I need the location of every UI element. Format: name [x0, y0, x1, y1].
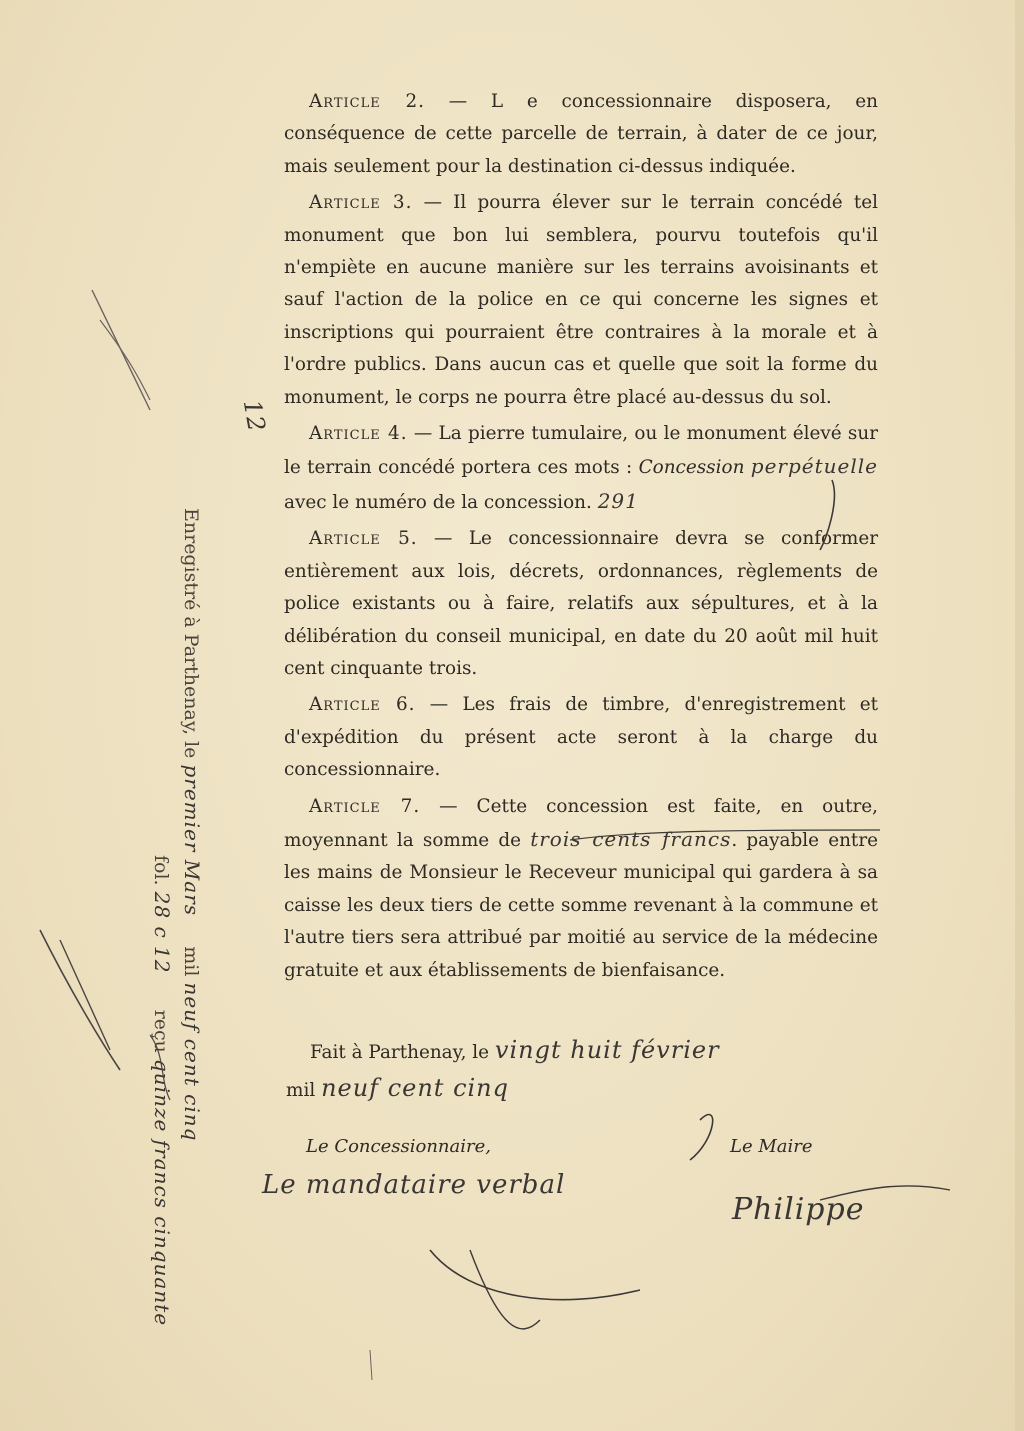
signoff-mil: mil [286, 1080, 316, 1101]
article-4 [284, 418, 878, 519]
registration-hand-recu: quinze francs cinquante [150, 1058, 174, 1327]
article-5-text: — Le concessionnaire devra se conformer entièrement aux lois, décrets, ordonnances, règlements de police existants ou à faire, relatifs aux sépultures, et à la délibération du conseil municipal, en date du 20 août mil huit cent cinquante trois. [284, 528, 879, 679]
signoff-date-line [310, 1036, 720, 1064]
page-edge-shadow [1015, 0, 1024, 1431]
signoff-prefix: Fait à Parthenay, le [310, 1042, 490, 1063]
signature-flourish-2 [470, 1250, 540, 1329]
article-7 [284, 791, 878, 987]
article-4-text-post: avec le numéro de la concession. [284, 491, 592, 513]
registration-stamp [150, 480, 220, 1380]
article-4-concession-word: Concession [638, 457, 745, 479]
signoff-date-hand: vingt huit février [494, 1036, 720, 1064]
margin-stroke-1 [92, 290, 150, 410]
margin-stroke-2 [100, 320, 150, 400]
registration-printed-recu: reçu [150, 1009, 172, 1053]
signature-flourish-3 [690, 1115, 713, 1160]
article-body [284, 86, 878, 991]
margin-note: 12 [237, 397, 271, 435]
signature-flourish-1 [430, 1250, 640, 1300]
signoff-year-line [286, 1074, 509, 1102]
article-2 [284, 86, 878, 183]
article-5 [284, 523, 878, 685]
article-6 [284, 689, 878, 786]
article-2-text: — L e concessionnaire disposera, en conséquence de cette parcelle de terrain, à dater de ce jour, mais seulement pour la destination ci-dessus indiquée. [284, 91, 878, 177]
article-4-handwritten-word: perpétuelle [750, 454, 878, 479]
registration-line-2 [150, 855, 174, 1326]
article-3-label: Article 3. [309, 192, 413, 214]
registration-printed-fol: fol. [150, 855, 172, 886]
small-tick [370, 1350, 372, 1380]
article-7-handwritten-sum: trois cents francs [530, 826, 732, 851]
article-4-handwritten-number: 291 [597, 488, 639, 513]
article-2-label: Article 2. [309, 91, 426, 112]
article-4-text-pre: — La pierre tumulaire, ou le monument élevé sur le terrain concédé portera ces mots : [284, 423, 878, 479]
article-6-label: Article 6. [309, 694, 416, 716]
article-6-text: — Les frais de timbre, d'enregistrement et d'expédition du présent acte seront à la charge du concessionnaire. [284, 694, 879, 781]
registration-printed-enregistre: Enregistré à Parthenay, le [180, 508, 202, 759]
registration-line-1 [180, 508, 204, 1141]
maire-label: Le Maire [730, 1136, 813, 1157]
concessionnaire-label: Le Concessionnaire, [306, 1136, 491, 1157]
registration-hand-date: premier Mars [180, 764, 204, 917]
margin-stroke-4 [60, 940, 110, 1050]
article-7-label: Article 7. [309, 795, 421, 817]
article-5-label: Article 5. [309, 528, 418, 550]
article-7-text-post: . payable entre les mains de Monsieur le Receveur municipal qui gardera à sa caisse les deux tiers de cette somme revenant à la commune et l'autre tiers sera attribué par moitié au service de la médecine gratuite et aux établissements de bienfaisance. [284, 829, 878, 981]
concessionnaire-signature: Le mandataire verbal [262, 1170, 566, 1200]
registration-hand-year: neuf cent cinq [180, 982, 204, 1142]
margin-stroke-3 [40, 930, 120, 1070]
registration-hand-fol: 28 c 12 [150, 891, 174, 974]
article-3 [284, 187, 878, 414]
signoff-year-hand: neuf cent cinq [321, 1074, 510, 1102]
maire-signature: Philippe [732, 1192, 865, 1227]
article-4-label: Article 4. [309, 423, 408, 445]
article-3-text: — Il pourra élever sur le terrain concédé tel monument que bon lui semblera, pourvu toutefois qu'il n'empiète en aucune manière sur les terrains avoisinants et sauf l'action de la police en ce qui concerne les signes et inscriptions qui pourraient être contraires à la morale et à l'ordre publics. Dans aucun cas et quelle que soit la forme du monument, le corps ne pourra être placé au-dessus du sol. [284, 192, 878, 408]
registration-printed-mil: mil [180, 946, 202, 977]
article-7-text-pre: — Cette concession est faite, en outre, moyennant la somme de [284, 795, 878, 851]
